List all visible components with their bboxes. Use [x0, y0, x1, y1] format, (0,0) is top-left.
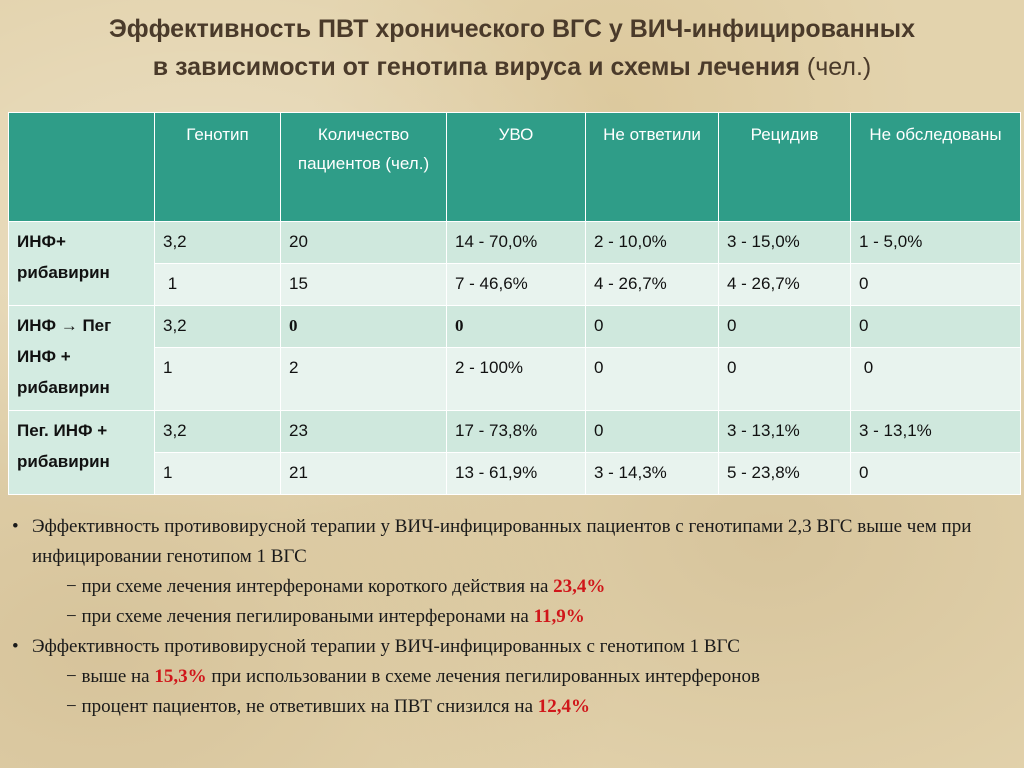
table-row [9, 222, 1021, 264]
highlight-value: 23,4% [553, 576, 606, 597]
bullet-dot-icon: • [12, 636, 19, 657]
highlight-value: 11,9% [533, 606, 585, 627]
table-row [9, 348, 1021, 411]
sub-bullet-1-1 [12, 572, 1018, 602]
group-label: ИНФ → Пег ИНФ + рибавирин [9, 306, 155, 411]
title-line-2 [0, 48, 1024, 86]
cell-count: 20 [281, 222, 447, 264]
title-line-2-unit: (чел.) [799, 53, 872, 81]
results-table [8, 112, 1021, 495]
title-line-2-main: в зависимости от генотипа вируса и схемы лечения [152, 53, 800, 81]
slide-title [0, 10, 1024, 86]
cell-svr: 14 - 70,0% [447, 222, 586, 264]
cell-svr: 0 [447, 306, 586, 348]
cell-relapse: 3 - 15,0% [719, 222, 851, 264]
cell-not-examined: 0 [851, 453, 1021, 495]
header-non-responders: Не ответили [586, 113, 719, 222]
sub-bullet-text: − выше на [66, 666, 155, 687]
conclusions [12, 512, 1018, 722]
bullet-2 [12, 632, 1018, 662]
cell-svr: 2 - 100% [447, 348, 586, 411]
cell-not-examined: 0 [851, 348, 1021, 411]
cell-non-responders: 0 [586, 348, 719, 411]
sub-bullet-text: при использовании в схеме лечения пегилированных интерферонов [206, 666, 760, 687]
title-line-1: Эффективность ПВТ хронического ВГС у ВИЧ-инфицированных [108, 15, 916, 43]
cell-non-responders: 2 - 10,0% [586, 222, 719, 264]
cell-non-responders: 4 - 26,7% [586, 264, 719, 306]
header-genotype: Генотип [155, 113, 281, 222]
group-label: Пег. ИНФ + рибавирин [9, 411, 155, 495]
cell-genotype: 1 [155, 453, 281, 495]
header-patient-count: Количество пациентов (чел.) [281, 113, 447, 222]
table-row [9, 306, 1021, 348]
table-row [9, 453, 1021, 495]
cell-not-examined: 3 - 13,1% [851, 411, 1021, 453]
bullet-dot-icon: • [12, 516, 19, 537]
highlight-value: 15,3% [154, 666, 207, 687]
cell-not-examined: 0 [851, 264, 1021, 306]
cell-genotype: 3,2 [155, 411, 281, 453]
cell-count: 2 [281, 348, 447, 411]
cell-svr: 13 - 61,9% [447, 453, 586, 495]
sub-bullet-2-1 [12, 662, 1018, 692]
cell-non-responders: 0 [586, 306, 719, 348]
cell-genotype: 3,2 [155, 306, 281, 348]
sub-bullet-text: − при схеме лечения пегилироваными интерферонами на [66, 606, 534, 627]
sub-bullet-text: − процент пациентов, не ответивших на ПВТ снизился на [66, 696, 538, 717]
cell-not-examined: 1 - 5,0% [851, 222, 1021, 264]
cell-relapse: 4 - 26,7% [719, 264, 851, 306]
bullet-2-text: Эффективность противовирусной терапии у ВИЧ-инфицированных с генотипом 1 ВГС [32, 636, 740, 657]
cell-relapse: 0 [719, 348, 851, 411]
header-relapse: Рецидив [719, 113, 851, 222]
sub-bullet-text: − при схеме лечения интерферонами короткого действия на [66, 576, 554, 597]
highlight-value: 12,4% [537, 696, 591, 717]
cell-svr: 7 - 46,6% [447, 264, 586, 306]
cell-non-responders: 0 [586, 411, 719, 453]
cell-non-responders: 3 - 14,3% [586, 453, 719, 495]
header-not-examined: Не обследованы [851, 113, 1021, 222]
cell-count: 0 [281, 306, 447, 348]
cell-svr: 17 - 73,8% [447, 411, 586, 453]
header-empty [9, 113, 155, 222]
group-label: ИНФ+ рибавирин [9, 222, 155, 306]
cell-genotype: 1 [155, 348, 281, 411]
cell-count: 21 [281, 453, 447, 495]
cell-not-examined: 0 [851, 306, 1021, 348]
cell-relapse: 0 [719, 306, 851, 348]
cell-relapse: 3 - 13,1% [719, 411, 851, 453]
cell-count: 15 [281, 264, 447, 306]
sub-bullet-2-2 [12, 692, 1018, 722]
bullet-1 [12, 512, 1018, 572]
bullet-1-text: Эффективность противовирусной терапии у ВИЧ-инфицированных пациентов с генотипами 2,3 ВГС выше чем при инфицировании генотипом 1 ВГС [32, 516, 972, 567]
cell-genotype: 1 [155, 264, 281, 306]
header-svr: УВО [447, 113, 586, 222]
table-header-row [9, 113, 1021, 222]
table-row [9, 264, 1021, 306]
cell-genotype: 3,2 [155, 222, 281, 264]
cell-relapse: 5 - 23,8% [719, 453, 851, 495]
table-row [9, 411, 1021, 453]
sub-bullet-1-2 [12, 602, 1018, 632]
cell-count: 23 [281, 411, 447, 453]
